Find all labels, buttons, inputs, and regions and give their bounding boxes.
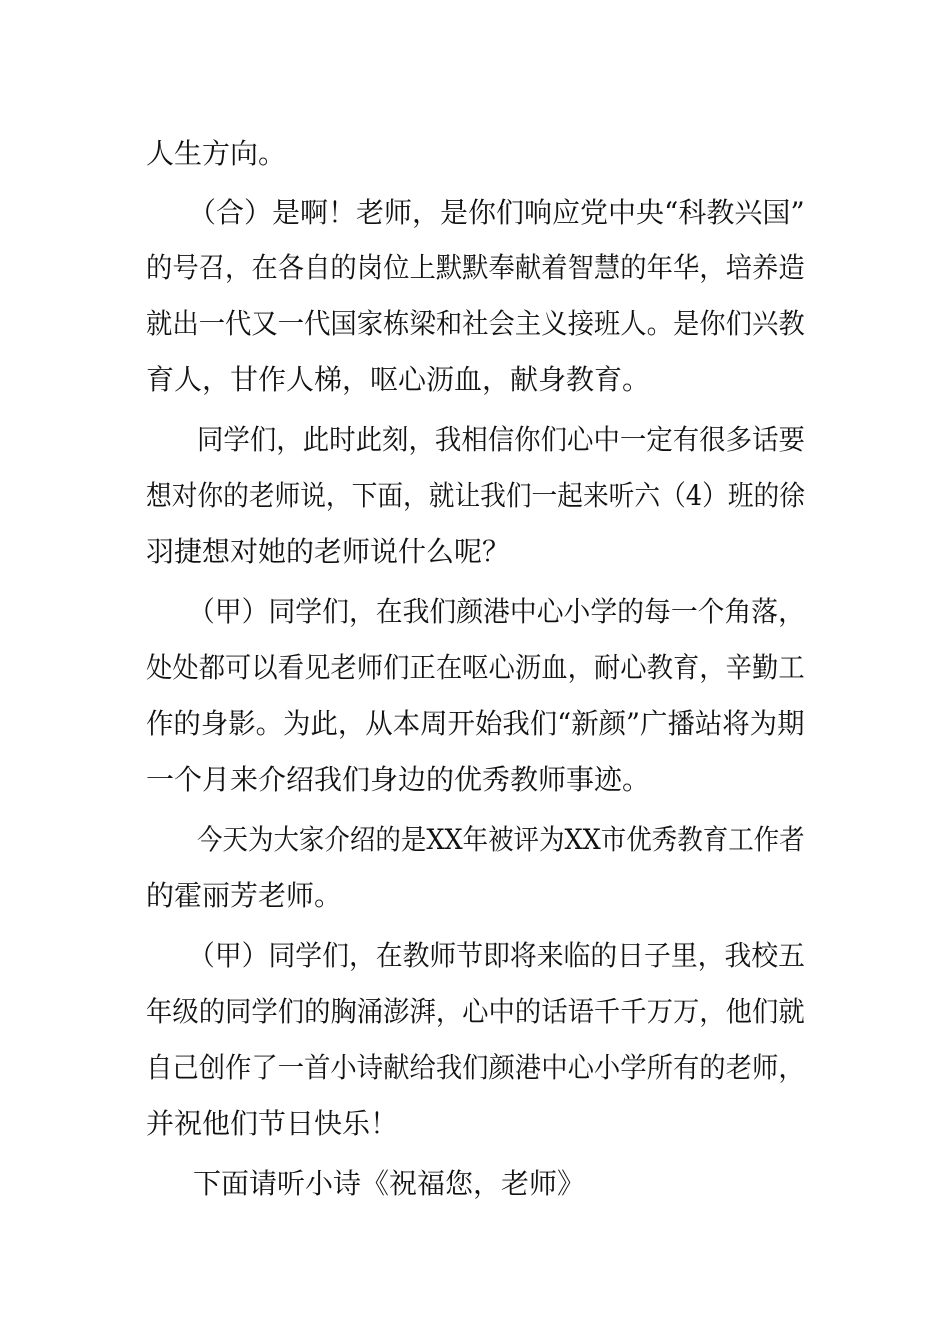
text-line [0,820,950,860]
line-text: 同学们，此时此刻，我相信你们心中一定有很多话要 [197,423,805,456]
line-text: （合）是啊！老师，是你们响应党中央“科教兴国” [188,196,805,229]
text-line [0,876,950,916]
line-text: 并祝他们节日快乐！ [146,1107,399,1140]
line-text: （甲）同学们，在教师节即将来临的日子里，我校五 [188,939,805,972]
text-line [0,1164,950,1204]
line-text: 育人，甘作人梯，呕心沥血，献身教育。 [146,363,651,396]
line-text: 的霍丽芳老师。 [146,879,343,912]
text-line [0,760,950,800]
text-line [0,1104,950,1144]
text-line [0,704,950,744]
line-text: 想对你的老师说，下面，就让我们一起来听六（4）班的徐 [146,479,805,512]
line-text: 今天为大家介绍的是XX年被评为XX市优秀教育工作者 [197,823,805,856]
line-text: 就出一代又一代国家栋梁和社会主义接班人。是你们兴教 [146,307,805,340]
line-text: 作的身影。为此，从本周开始我们“新颜”广播站将为期 [146,707,805,740]
text-line [0,648,950,688]
text-line [0,420,950,460]
text-line [0,304,950,344]
line-text: 年级的同学们的胸涌澎湃，心中的话语千千万万，他们就 [146,995,805,1028]
text-line [0,360,950,400]
line-text: 羽捷想对她的老师说什么呢？ [146,535,511,568]
text-line [0,936,950,976]
line-text: 一个月来介绍我们身边的优秀教师事迹。 [146,763,651,796]
text-line [0,134,950,174]
text-line [0,248,950,288]
line-text: 人生方向。 [146,137,287,170]
text-line [0,193,950,233]
text-line [0,992,950,1032]
text-line [0,592,950,632]
line-text: 自己创作了一首小诗献给我们颜港中心小学所有的老师， [146,1051,805,1084]
line-text: 处处都可以看见老师们正在呕心沥血，耐心教育，辛勤工 [146,651,805,684]
text-line [0,532,950,572]
text-line [0,1048,950,1088]
text-line [0,476,950,516]
line-text: 的号召，在各自的岗位上默默奉献着智慧的年华，培养造 [146,251,805,284]
line-text: 下面请听小诗《祝福您，老师》 [193,1167,586,1200]
line-text: （甲）同学们，在我们颜港中心小学的每一个角落， [188,595,805,628]
